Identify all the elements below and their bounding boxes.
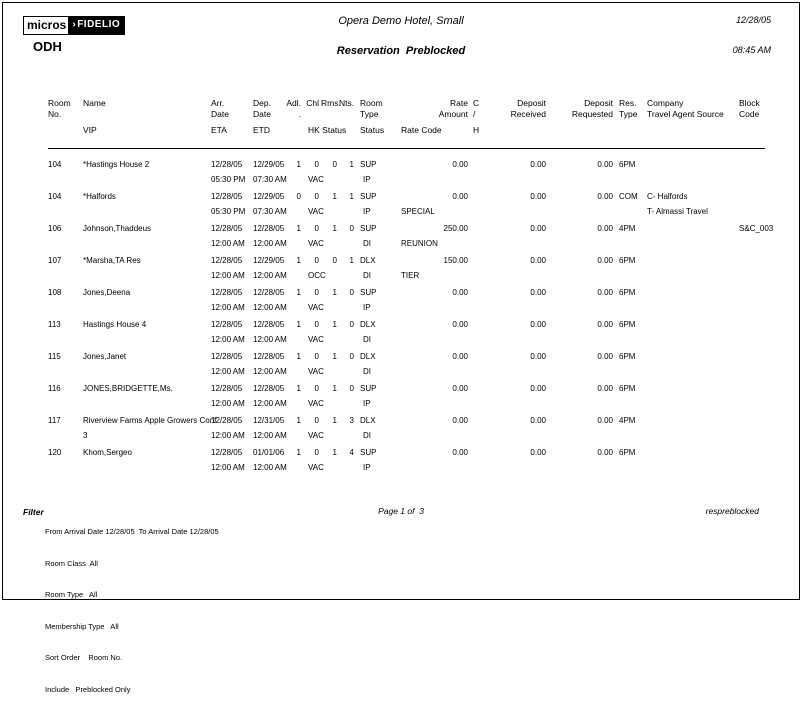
eta-cell: 12:00 AM <box>211 239 245 248</box>
rate-amount-cell: 0.00 <box>452 160 468 169</box>
table-row <box>3 384 799 416</box>
status-cell: DI <box>363 431 371 440</box>
arr-date-cell: 12/28/05 <box>211 160 243 169</box>
table-row <box>3 352 799 384</box>
col-block-code: Block <box>739 98 760 108</box>
res-type-cell: COM <box>619 192 638 201</box>
guest-name-cell: Johnson,Thaddeus <box>83 224 152 233</box>
adults-cell: 1 <box>296 256 301 265</box>
nights-cell: 0 <box>349 224 354 233</box>
status-cell: IP <box>363 207 371 216</box>
deposit-received-cell: 0.00 <box>530 448 546 457</box>
table-row <box>3 160 799 192</box>
rate-amount-cell: 0.00 <box>452 448 468 457</box>
col-ch: C <box>473 98 480 108</box>
dep-date-cell: 12/31/05 <box>253 416 285 425</box>
guest-name-cell: *Marsha,TA Res <box>83 256 141 265</box>
room-no-cell: 120 <box>48 448 62 457</box>
hk-status-cell: OCC <box>308 271 326 280</box>
rooms-cell: 1 <box>332 448 337 457</box>
children-cell: 0 <box>314 256 319 265</box>
status-cell: DI <box>363 367 371 376</box>
deposit-requested-cell: 0.00 <box>597 224 613 233</box>
res-type-cell: 6PM <box>619 384 636 393</box>
deposit-received-cell: 0.00 <box>530 416 546 425</box>
dep-date-cell: 01/01/06 <box>253 448 285 457</box>
col-dep-date-2: Date <box>253 109 271 119</box>
col-travel-agent-source: Travel Agent Source <box>647 109 724 119</box>
eta-cell: 12:00 AM <box>211 335 245 344</box>
rate-amount-cell: 0.00 <box>452 320 468 329</box>
arr-date-cell: 12/28/05 <box>211 192 243 201</box>
nights-cell: 0 <box>349 384 354 393</box>
company-line2-cell: T- Almassi Travel <box>647 207 708 216</box>
deposit-received-cell: 0.00 <box>530 288 546 297</box>
filter-label: Filter <box>23 507 44 517</box>
adults-cell: 1 <box>296 384 301 393</box>
res-type-cell: 6PM <box>619 288 636 297</box>
room-no-cell: 117 <box>48 416 61 425</box>
table-row <box>3 256 799 288</box>
nights-cell: 0 <box>349 320 354 329</box>
room-type-cell: SUP <box>360 288 377 297</box>
rate-amount-cell: 150.00 <box>443 256 468 265</box>
nights-cell: 3 <box>349 416 354 425</box>
report-time: 08:45 AM <box>732 45 771 55</box>
room-type-cell: SUP <box>360 384 377 393</box>
rooms-cell: 0 <box>332 160 337 169</box>
nights-cell: 1 <box>349 192 354 201</box>
arr-date-cell: 12/28/05 <box>211 448 243 457</box>
dep-date-cell: 12/28/05 <box>253 224 285 233</box>
col-dep-date: Dep. <box>253 98 271 108</box>
adults-cell: 1 <box>296 448 301 457</box>
dep-date-cell: 12/28/05 <box>253 352 285 361</box>
col-adults: Adl. <box>286 98 301 108</box>
dep-date-cell: 12/29/05 <box>253 160 285 169</box>
hk-status-cell: VAC <box>308 207 324 216</box>
col-vip: VIP <box>83 125 97 135</box>
children-cell: 0 <box>314 320 319 329</box>
rate-code-cell: REUNION <box>401 239 438 248</box>
rate-amount-cell: 0.00 <box>452 416 468 425</box>
deposit-requested-cell: 0.00 <box>597 352 613 361</box>
res-type-cell: 6PM <box>619 320 636 329</box>
rate-amount-cell: 0.00 <box>452 192 468 201</box>
status-cell: IP <box>363 303 371 312</box>
arr-date-cell: 12/28/05 <box>211 384 243 393</box>
guest-name-cell: Jones,Deena <box>83 288 131 297</box>
res-type-cell: 6PM <box>619 352 636 361</box>
room-no-cell: 104 <box>48 192 62 201</box>
table-row <box>3 448 799 480</box>
guest-name-cell: Khom,Sergeo <box>83 448 132 457</box>
status-cell: IP <box>363 463 371 472</box>
arr-date-cell: 12/28/05 <box>211 352 243 361</box>
room-no-cell: 116 <box>48 384 61 393</box>
rooms-cell: 1 <box>332 384 337 393</box>
table-row <box>3 320 799 352</box>
deposit-requested-cell: 0.00 <box>597 288 613 297</box>
col-rooms: Rms. <box>321 98 341 108</box>
col-arr-date-2: Date <box>211 109 229 119</box>
col-res-type: Res. <box>619 98 637 108</box>
name-line2-cell: 3 <box>83 431 88 440</box>
eta-cell: 12:00 AM <box>211 303 245 312</box>
adults-cell: 1 <box>296 352 301 361</box>
nights-cell: 1 <box>349 160 354 169</box>
col-hk-status: HK Status <box>308 125 347 135</box>
hk-status-cell: VAC <box>308 399 324 408</box>
room-type-cell: DLX <box>360 416 376 425</box>
col-ch-2: / <box>473 109 476 119</box>
guest-name-cell: *Halfords <box>83 192 116 201</box>
children-cell: 0 <box>314 448 319 457</box>
rooms-cell: 1 <box>332 416 337 425</box>
status-cell: DI <box>363 271 371 280</box>
rooms-cell: 1 <box>332 224 337 233</box>
rate-code-cell: SPECIAL <box>401 207 435 216</box>
nights-cell: 0 <box>349 352 354 361</box>
children-cell: 0 <box>314 224 319 233</box>
room-type-cell: DLX <box>360 320 376 329</box>
hk-status-cell: VAC <box>308 367 324 376</box>
status-cell: IP <box>363 399 371 408</box>
deposit-requested-cell: 0.00 <box>597 320 613 329</box>
adults-cell: 1 <box>296 160 301 169</box>
children-cell: 0 <box>314 384 319 393</box>
table-row <box>3 192 799 224</box>
res-type-cell: 4PM <box>619 224 636 233</box>
filter-line: Room Type All <box>45 590 98 599</box>
arr-date-cell: 12/28/05 <box>211 256 243 265</box>
etd-cell: 12:00 AM <box>253 271 287 280</box>
etd-cell: 07:30 AM <box>253 207 287 216</box>
etd-cell: 12:00 AM <box>253 303 287 312</box>
rate-amount-cell: 0.00 <box>452 352 468 361</box>
rooms-cell: 1 <box>332 192 337 201</box>
filter-line: Include Preblocked Only <box>45 684 131 694</box>
res-type-cell: 6PM <box>619 256 636 265</box>
eta-cell: 05:30 PM <box>211 207 246 216</box>
table-row <box>3 288 799 320</box>
eta-cell: 12:00 AM <box>211 431 245 440</box>
col-nights: Nts. <box>339 98 355 108</box>
room-type-cell: DLX <box>360 256 376 265</box>
children-cell: 0 <box>314 160 319 169</box>
etd-cell: 12:00 AM <box>253 335 287 344</box>
etd-cell: 12:00 AM <box>253 463 287 472</box>
rate-amount-cell: 0.00 <box>452 384 468 393</box>
filter-criteria <box>45 506 219 716</box>
col-deposit-requested-2: Requested <box>571 109 613 119</box>
page-number: Page 1 of 3 <box>378 506 424 516</box>
eta-cell: 05:30 PM <box>211 175 246 184</box>
deposit-requested-cell: 0.00 <box>597 192 613 201</box>
hk-status-cell: VAC <box>308 335 324 344</box>
etd-cell: 12:00 AM <box>253 239 287 248</box>
etd-cell: 12:00 AM <box>253 431 287 440</box>
col-deposit-requested: Deposit <box>584 98 613 108</box>
dep-date-cell: 12/28/05 <box>253 384 285 393</box>
col-etd: ETD <box>253 125 270 135</box>
col-eta: ETA <box>211 125 227 135</box>
deposit-requested-cell: 0.00 <box>597 160 613 169</box>
deposit-received-cell: 0.00 <box>530 256 546 265</box>
deposit-received-cell: 0.00 <box>530 192 546 201</box>
res-type-cell: 6PM <box>619 160 636 169</box>
res-type-cell: 6PM <box>619 448 636 457</box>
room-type-cell: SUP <box>360 192 377 201</box>
room-no-cell: 107 <box>48 256 62 265</box>
room-type-cell: DLX <box>360 352 376 361</box>
col-children: Chl <box>306 98 319 108</box>
col-room-type-2: Type <box>360 109 379 119</box>
status-cell: DI <box>363 335 371 344</box>
col-room-type: Room <box>360 98 383 108</box>
arr-date-cell: 12/28/05 <box>211 224 243 233</box>
micros-logo-text: micros <box>23 16 69 35</box>
room-no-cell: 113 <box>48 320 61 329</box>
eta-cell: 12:00 AM <box>211 463 245 472</box>
table-row <box>3 224 799 256</box>
eta-cell: 12:00 AM <box>211 271 245 280</box>
deposit-received-cell: 0.00 <box>530 384 546 393</box>
col-block-code-2: Code <box>739 109 760 119</box>
report-date: 12/28/05 <box>735 15 771 25</box>
guest-name-cell: Jones,Janet <box>83 352 127 361</box>
status-cell: DI <box>363 239 371 248</box>
guest-name-cell: Riverview Farms Apple Growers Conf <box>83 416 217 425</box>
filter-line: From Arrival Date 12/28/05 To Arrival Date 12/28/05 <box>45 527 219 536</box>
rooms-cell: 1 <box>332 352 337 361</box>
dep-date-cell: 12/29/05 <box>253 256 285 265</box>
room-no-cell: 115 <box>48 352 61 361</box>
hk-status-cell: VAC <box>308 463 324 472</box>
col-name: Name <box>83 98 106 108</box>
deposit-received-cell: 0.00 <box>530 352 546 361</box>
rooms-cell: 1 <box>332 320 337 329</box>
etd-cell: 12:00 AM <box>253 367 287 376</box>
room-no-cell: 106 <box>48 224 62 233</box>
adults-cell: 1 <box>296 416 301 425</box>
report-page <box>2 2 800 694</box>
rooms-cell: 1 <box>332 288 337 297</box>
nights-cell: 1 <box>349 256 354 265</box>
eta-cell: 12:00 AM <box>211 367 245 376</box>
arr-date-cell: 12/28/05 <box>211 416 243 425</box>
col-adults-2: . <box>298 109 301 119</box>
col-ch-3: H <box>473 125 480 135</box>
col-deposit-received-2: Received <box>510 109 546 119</box>
nights-cell: 0 <box>349 288 354 297</box>
company-cell: C- Halfords <box>647 192 688 201</box>
deposit-received-cell: 0.00 <box>530 160 546 169</box>
nights-cell: 4 <box>349 448 354 457</box>
filter-line: Sort Order Room No. <box>45 653 123 662</box>
filter-line: Room Class All <box>45 558 98 568</box>
hk-status-cell: VAC <box>308 239 324 248</box>
adults-cell: 1 <box>296 320 301 329</box>
guest-name-cell: Hastings House 4 <box>83 320 147 329</box>
arr-date-cell: 12/28/05 <box>211 320 243 329</box>
children-cell: 0 <box>314 192 319 201</box>
deposit-requested-cell: 0.00 <box>597 416 613 425</box>
res-type-cell: 4PM <box>619 416 636 425</box>
room-type-cell: SUP <box>360 448 377 457</box>
rate-amount-cell: 0.00 <box>452 288 468 297</box>
hk-status-cell: VAC <box>308 175 324 184</box>
arr-date-cell: 12/28/05 <box>211 288 243 297</box>
header-separator <box>48 148 765 149</box>
adults-cell: 1 <box>296 224 301 233</box>
deposit-requested-cell: 0.00 <box>597 256 613 265</box>
fidelio-logo-text: ›FIDELIO <box>69 16 125 35</box>
col-rate-amount: Rate <box>450 98 468 108</box>
room-no-cell: 104 <box>48 160 62 169</box>
etd-cell: 12:00 AM <box>253 399 287 408</box>
property-code: ODH <box>33 39 62 54</box>
col-company: Company <box>647 98 684 108</box>
dep-date-cell: 12/28/05 <box>253 288 285 297</box>
rate-amount-cell: 250.00 <box>443 224 468 233</box>
col-rate-code: Rate Code <box>401 125 442 135</box>
dep-date-cell: 12/29/05 <box>253 192 285 201</box>
status-cell: IP <box>363 175 371 184</box>
col-status: Status <box>360 125 385 135</box>
etd-cell: 07:30 AM <box>253 175 287 184</box>
room-no-cell: 108 <box>48 288 62 297</box>
filter-line: Membership Type All <box>45 621 119 631</box>
deposit-received-cell: 0.00 <box>530 224 546 233</box>
arrow-icon: › <box>72 19 77 30</box>
block-code-cell: S&C_003 <box>739 224 774 233</box>
children-cell: 0 <box>314 288 319 297</box>
adults-cell: 1 <box>296 288 301 297</box>
hotel-name: Opera Demo Hotel, Small <box>338 15 464 27</box>
room-type-cell: SUP <box>360 160 377 169</box>
hk-status-cell: VAC <box>308 303 324 312</box>
guest-name-cell: *Hastings House 2 <box>83 160 150 169</box>
deposit-received-cell: 0.00 <box>530 320 546 329</box>
eta-cell: 12:00 AM <box>211 399 245 408</box>
deposit-requested-cell: 0.00 <box>597 384 613 393</box>
room-type-cell: SUP <box>360 224 377 233</box>
table-row <box>3 416 799 448</box>
col-room-no-2: No. <box>48 109 62 119</box>
hk-status-cell: VAC <box>308 431 324 440</box>
deposit-requested-cell: 0.00 <box>597 448 613 457</box>
rate-code-cell: TIER <box>401 271 420 280</box>
col-rate-amount-2: Amount <box>438 109 468 119</box>
guest-name-cell: JONES,BRIDGETTE,Ms. <box>83 384 173 393</box>
dep-date-cell: 12/28/05 <box>253 320 285 329</box>
children-cell: 0 <box>314 416 319 425</box>
report-title: Reservation Preblocked <box>336 45 466 57</box>
col-arr-date: Arr. <box>211 98 225 108</box>
adults-cell: 0 <box>296 192 301 201</box>
rooms-cell: 0 <box>332 256 337 265</box>
col-deposit-received: Deposit <box>517 98 546 108</box>
col-res-type-2: Type <box>619 109 638 119</box>
col-room-no: Room <box>48 98 71 108</box>
children-cell: 0 <box>314 352 319 361</box>
report-id: respreblocked <box>705 506 759 516</box>
